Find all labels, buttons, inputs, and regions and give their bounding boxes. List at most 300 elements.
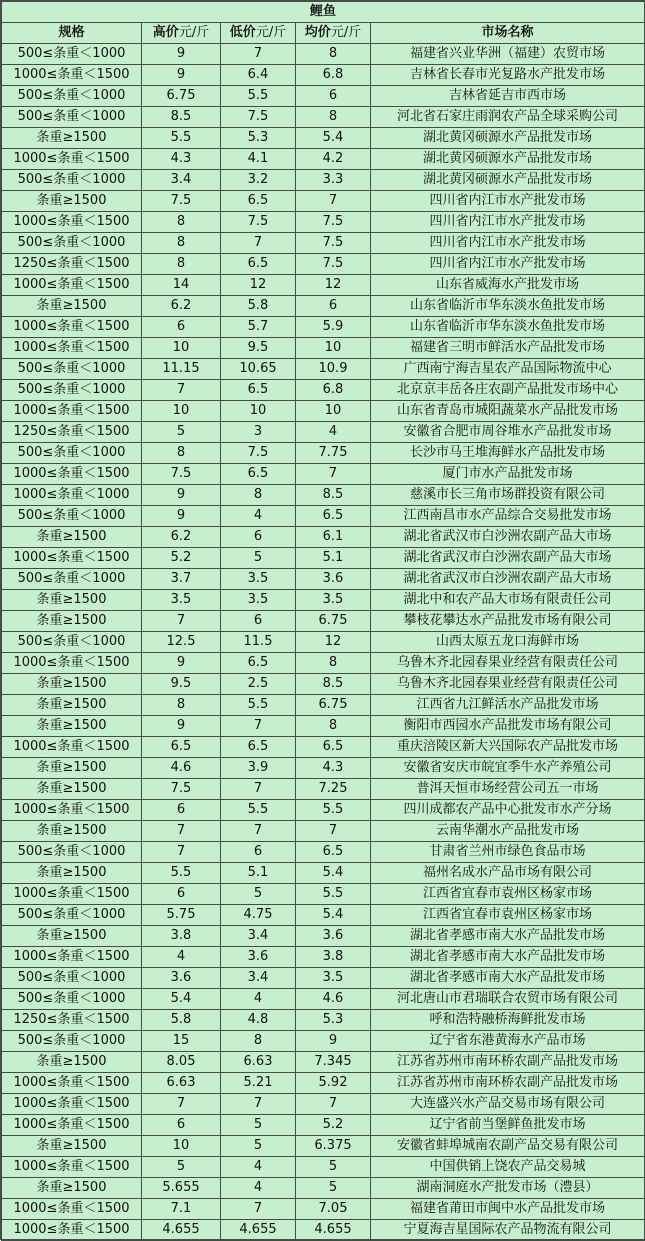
table-row bbox=[2, 443, 645, 464]
cell-market: 吉林省延吉市西市场 bbox=[371, 86, 645, 107]
cell-low-price: 5.5 bbox=[221, 800, 296, 821]
cell-avg-price: 3.5 bbox=[296, 968, 371, 989]
table-row bbox=[2, 1220, 645, 1241]
cell-market: 攀枝花攀达水产品批发市场有限公司 bbox=[371, 611, 645, 632]
cell-avg-price: 6 bbox=[296, 296, 371, 317]
cell-high-price: 5.655 bbox=[142, 1178, 221, 1199]
cell-avg-price: 5.3 bbox=[296, 1010, 371, 1031]
cell-low-price: 4.1 bbox=[221, 149, 296, 170]
cell-market: 大连盛兴水产品交易市场有限公司 bbox=[371, 1094, 645, 1115]
cell-market: 山西太原五龙口海鲜市场 bbox=[371, 632, 645, 653]
cell-avg-price: 4.655 bbox=[296, 1220, 371, 1241]
table-row bbox=[2, 170, 645, 191]
cell-spec: 条重≥1500 bbox=[2, 296, 142, 317]
cell-market: 四川省内江市水产批发市场 bbox=[371, 254, 645, 275]
table-row bbox=[2, 863, 645, 884]
cell-low-price: 4 bbox=[221, 506, 296, 527]
cell-high-price: 10 bbox=[142, 1136, 221, 1157]
cell-spec: 500≤条重＜1000 bbox=[2, 233, 142, 254]
cell-avg-price: 7.345 bbox=[296, 1052, 371, 1073]
cell-avg-price: 6.75 bbox=[296, 611, 371, 632]
cell-spec: 500≤条重＜1000 bbox=[2, 359, 142, 380]
header-high-label: 高价 bbox=[152, 25, 179, 40]
cell-spec: 1000≤条重＜1500 bbox=[2, 65, 142, 86]
table-row bbox=[2, 254, 645, 275]
cell-avg-price: 8.5 bbox=[296, 485, 371, 506]
cell-spec: 1000≤条重＜1500 bbox=[2, 1115, 142, 1136]
table-row bbox=[2, 590, 645, 611]
table-row bbox=[2, 1010, 645, 1031]
cell-market: 宁夏海吉星国际农产品物流有限公司 bbox=[371, 1220, 645, 1241]
table-row bbox=[2, 758, 645, 779]
cell-avg-price: 6.8 bbox=[296, 380, 371, 401]
cell-low-price: 10 bbox=[221, 401, 296, 422]
cell-market: 湖北省孝感市南大水产品批发市场 bbox=[371, 926, 645, 947]
cell-market: 厦门市水产品批发市场 bbox=[371, 464, 645, 485]
cell-spec: 1250≤条重＜1500 bbox=[2, 422, 142, 443]
header-spec: 规格 bbox=[2, 23, 142, 44]
table-title: 鲤鱼 bbox=[2, 2, 645, 23]
cell-high-price: 6.75 bbox=[142, 86, 221, 107]
table-row bbox=[2, 1094, 645, 1115]
cell-market: 山东省青岛市城阳蔬菜水产品批发市场 bbox=[371, 401, 645, 422]
cell-market: 四川省内江市水产批发市场 bbox=[371, 212, 645, 233]
cell-spec: 条重≥1500 bbox=[2, 779, 142, 800]
cell-spec: 500≤条重＜1000 bbox=[2, 1031, 142, 1052]
table-row bbox=[2, 611, 645, 632]
cell-low-price: 6 bbox=[221, 527, 296, 548]
cell-spec: 条重≥1500 bbox=[2, 821, 142, 842]
cell-spec: 条重≥1500 bbox=[2, 527, 142, 548]
table-row bbox=[2, 821, 645, 842]
cell-avg-price: 8 bbox=[296, 107, 371, 128]
cell-avg-price: 6 bbox=[296, 86, 371, 107]
cell-avg-price: 5.2 bbox=[296, 1115, 371, 1136]
cell-market: 山东省临沂市华东淡水鱼批发市场 bbox=[371, 296, 645, 317]
cell-low-price: 4 bbox=[221, 1178, 296, 1199]
cell-low-price: 8 bbox=[221, 485, 296, 506]
cell-market: 湖北黄冈硕源水产品批发市场 bbox=[371, 128, 645, 149]
cell-avg-price: 6.8 bbox=[296, 65, 371, 86]
cell-market: 呼和浩特融桥海鲜批发市场 bbox=[371, 1010, 645, 1031]
cell-low-price: 5.1 bbox=[221, 863, 296, 884]
table-row bbox=[2, 107, 645, 128]
table-row bbox=[2, 380, 645, 401]
cell-high-price: 5 bbox=[142, 1157, 221, 1178]
cell-high-price: 6 bbox=[142, 317, 221, 338]
table-row bbox=[2, 65, 645, 86]
cell-market: 湖北中和农产品大市场有限责任公司 bbox=[371, 590, 645, 611]
cell-avg-price: 5.4 bbox=[296, 128, 371, 149]
cell-high-price: 5.2 bbox=[142, 548, 221, 569]
table-row bbox=[2, 1136, 645, 1157]
table-row bbox=[2, 1157, 645, 1178]
cell-avg-price: 4.6 bbox=[296, 989, 371, 1010]
cell-spec: 500≤条重＜1000 bbox=[2, 569, 142, 590]
cell-low-price: 3.4 bbox=[221, 926, 296, 947]
cell-spec: 500≤条重＜1000 bbox=[2, 989, 142, 1010]
table-row bbox=[2, 233, 645, 254]
cell-spec: 条重≥1500 bbox=[2, 590, 142, 611]
cell-market: 四川省内江市水产批发市场 bbox=[371, 191, 645, 212]
header-high-unit: 元/斤 bbox=[178, 25, 210, 40]
cell-low-price: 3.5 bbox=[221, 569, 296, 590]
table-row bbox=[2, 1052, 645, 1073]
cell-avg-price: 6.75 bbox=[296, 695, 371, 716]
cell-high-price: 5 bbox=[142, 422, 221, 443]
cell-low-price: 7 bbox=[221, 779, 296, 800]
cell-avg-price: 3.6 bbox=[296, 569, 371, 590]
cell-market: 重庆涪陵区新大兴国际农产品批发市场 bbox=[371, 737, 645, 758]
cell-spec: 1000≤条重＜1500 bbox=[2, 884, 142, 905]
cell-market: 四川省内江市水产批发市场 bbox=[371, 233, 645, 254]
table-body bbox=[2, 44, 645, 1241]
cell-market: 湖北黄冈硕源水产品批发市场 bbox=[371, 170, 645, 191]
cell-avg-price: 10 bbox=[296, 401, 371, 422]
cell-spec: 条重≥1500 bbox=[2, 716, 142, 737]
cell-low-price: 5 bbox=[221, 1115, 296, 1136]
table-row bbox=[2, 884, 645, 905]
cell-low-price: 6 bbox=[221, 842, 296, 863]
cell-market: 福建省兴业华洲（福建）农贸市场 bbox=[371, 44, 645, 65]
table-row bbox=[2, 968, 645, 989]
cell-high-price: 3.8 bbox=[142, 926, 221, 947]
price-table bbox=[1, 1, 645, 1241]
header-low-label: 低价 bbox=[229, 25, 256, 40]
table-row bbox=[2, 800, 645, 821]
cell-market: 江西省宜春市袁州区杨家市场 bbox=[371, 884, 645, 905]
cell-spec: 条重≥1500 bbox=[2, 695, 142, 716]
table-row bbox=[2, 779, 645, 800]
cell-high-price: 3.5 bbox=[142, 590, 221, 611]
cell-high-price: 7.5 bbox=[142, 464, 221, 485]
cell-low-price: 7.5 bbox=[221, 212, 296, 233]
cell-high-price: 4.3 bbox=[142, 149, 221, 170]
cell-market: 湖北省武汉市白沙洲农副产品大市场 bbox=[371, 569, 645, 590]
cell-avg-price: 10.9 bbox=[296, 359, 371, 380]
cell-low-price: 6.5 bbox=[221, 653, 296, 674]
cell-high-price: 7.5 bbox=[142, 779, 221, 800]
cell-market: 河北唐山市君瑞联合农贸市场有限公司 bbox=[371, 989, 645, 1010]
cell-low-price: 2.5 bbox=[221, 674, 296, 695]
table-row bbox=[2, 296, 645, 317]
cell-high-price: 5.75 bbox=[142, 905, 221, 926]
cell-avg-price: 7.75 bbox=[296, 443, 371, 464]
cell-spec: 1000≤条重＜1500 bbox=[2, 1073, 142, 1094]
cell-spec: 1000≤条重＜1500 bbox=[2, 338, 142, 359]
cell-avg-price: 8.5 bbox=[296, 674, 371, 695]
cell-spec: 条重≥1500 bbox=[2, 758, 142, 779]
cell-high-price: 5.5 bbox=[142, 863, 221, 884]
cell-high-price: 3.7 bbox=[142, 569, 221, 590]
table-row bbox=[2, 422, 645, 443]
cell-spec: 1000≤条重＜1500 bbox=[2, 149, 142, 170]
cell-low-price: 3 bbox=[221, 422, 296, 443]
cell-low-price: 3.2 bbox=[221, 170, 296, 191]
cell-high-price: 9 bbox=[142, 485, 221, 506]
cell-avg-price: 7 bbox=[296, 1094, 371, 1115]
cell-avg-price: 3.8 bbox=[296, 947, 371, 968]
table-row bbox=[2, 989, 645, 1010]
cell-market: 江西南昌市水产品综合交易批发市场 bbox=[371, 506, 645, 527]
table-row bbox=[2, 716, 645, 737]
cell-low-price: 12 bbox=[221, 275, 296, 296]
cell-low-price: 7 bbox=[221, 821, 296, 842]
cell-low-price: 5 bbox=[221, 884, 296, 905]
cell-high-price: 8 bbox=[142, 233, 221, 254]
cell-avg-price: 7 bbox=[296, 821, 371, 842]
cell-market: 四川成都农产品中心批发市水产分场 bbox=[371, 800, 645, 821]
cell-spec: 条重≥1500 bbox=[2, 674, 142, 695]
cell-market: 山东省临沂市华东淡水鱼批发市场 bbox=[371, 317, 645, 338]
cell-low-price: 5.8 bbox=[221, 296, 296, 317]
cell-low-price: 6.5 bbox=[221, 380, 296, 401]
table-row bbox=[2, 674, 645, 695]
cell-spec: 1000≤条重＜1500 bbox=[2, 548, 142, 569]
cell-avg-price: 8 bbox=[296, 44, 371, 65]
cell-spec: 条重≥1500 bbox=[2, 926, 142, 947]
cell-high-price: 11.15 bbox=[142, 359, 221, 380]
cell-spec: 条重≥1500 bbox=[2, 863, 142, 884]
cell-market: 中国供销上饶农产品交易城 bbox=[371, 1157, 645, 1178]
cell-spec: 1000≤条重＜1500 bbox=[2, 947, 142, 968]
cell-avg-price: 3.5 bbox=[296, 590, 371, 611]
cell-spec: 500≤条重＜1000 bbox=[2, 632, 142, 653]
cell-high-price: 7 bbox=[142, 821, 221, 842]
table-row bbox=[2, 1073, 645, 1094]
cell-market: 安徽省蚌埠城南农副产品交易有限公司 bbox=[371, 1136, 645, 1157]
cell-spec: 500≤条重＜1000 bbox=[2, 968, 142, 989]
cell-avg-price: 5.4 bbox=[296, 905, 371, 926]
cell-avg-price: 5.9 bbox=[296, 317, 371, 338]
cell-avg-price: 5.92 bbox=[296, 1073, 371, 1094]
header-market: 市场名称 bbox=[371, 23, 645, 44]
cell-market: 安徽省合肥市周谷堆水产品批发市场 bbox=[371, 422, 645, 443]
cell-high-price: 9.5 bbox=[142, 674, 221, 695]
cell-high-price: 6.63 bbox=[142, 1073, 221, 1094]
cell-avg-price: 4.3 bbox=[296, 758, 371, 779]
cell-spec: 500≤条重＜1000 bbox=[2, 107, 142, 128]
cell-spec: 条重≥1500 bbox=[2, 1052, 142, 1073]
cell-market: 湖北省孝感市南大水产品批发市场 bbox=[371, 947, 645, 968]
cell-avg-price: 5 bbox=[296, 1157, 371, 1178]
cell-low-price: 3.4 bbox=[221, 968, 296, 989]
table-row bbox=[2, 485, 645, 506]
cell-market: 普洱天恒市场经营公司五一市场 bbox=[371, 779, 645, 800]
cell-high-price: 3.4 bbox=[142, 170, 221, 191]
cell-avg-price: 10 bbox=[296, 338, 371, 359]
cell-avg-price: 5.4 bbox=[296, 863, 371, 884]
cell-spec: 500≤条重＜1000 bbox=[2, 506, 142, 527]
cell-high-price: 14 bbox=[142, 275, 221, 296]
cell-low-price: 7 bbox=[221, 233, 296, 254]
cell-avg-price: 8 bbox=[296, 716, 371, 737]
cell-high-price: 10 bbox=[142, 401, 221, 422]
table-row bbox=[2, 737, 645, 758]
cell-avg-price: 12 bbox=[296, 275, 371, 296]
cell-spec: 1250≤条重＜1500 bbox=[2, 254, 142, 275]
cell-low-price: 3.6 bbox=[221, 947, 296, 968]
cell-market: 辽宁省东港黄海水产品市场 bbox=[371, 1031, 645, 1052]
cell-high-price: 8 bbox=[142, 254, 221, 275]
cell-avg-price: 7 bbox=[296, 464, 371, 485]
cell-spec: 1000≤条重＜1500 bbox=[2, 653, 142, 674]
cell-spec: 条重≥1500 bbox=[2, 1136, 142, 1157]
cell-high-price: 7 bbox=[142, 380, 221, 401]
cell-high-price: 8 bbox=[142, 695, 221, 716]
table-row bbox=[2, 653, 645, 674]
cell-avg-price: 7.05 bbox=[296, 1199, 371, 1220]
cell-high-price: 9 bbox=[142, 716, 221, 737]
cell-avg-price: 6.1 bbox=[296, 527, 371, 548]
cell-high-price: 6 bbox=[142, 800, 221, 821]
cell-high-price: 7 bbox=[142, 611, 221, 632]
cell-market: 江西省宜春市袁州区杨家市场 bbox=[371, 905, 645, 926]
table-row bbox=[2, 317, 645, 338]
cell-avg-price: 7.5 bbox=[296, 254, 371, 275]
cell-low-price: 5.5 bbox=[221, 695, 296, 716]
cell-spec: 1000≤条重＜1000 bbox=[2, 485, 142, 506]
cell-spec: 500≤条重＜1000 bbox=[2, 842, 142, 863]
cell-avg-price: 9 bbox=[296, 1031, 371, 1052]
cell-avg-price: 6.5 bbox=[296, 506, 371, 527]
cell-market: 山东省威海水产批发市场 bbox=[371, 275, 645, 296]
cell-market: 湖北省武汉市白沙洲农副产品大市场 bbox=[371, 548, 645, 569]
table-row bbox=[2, 212, 645, 233]
table-row bbox=[2, 905, 645, 926]
cell-high-price: 7.1 bbox=[142, 1199, 221, 1220]
cell-high-price: 6.5 bbox=[142, 737, 221, 758]
cell-low-price: 4.655 bbox=[221, 1220, 296, 1241]
cell-avg-price: 4 bbox=[296, 422, 371, 443]
cell-high-price: 4.6 bbox=[142, 758, 221, 779]
cell-low-price: 3.9 bbox=[221, 758, 296, 779]
cell-spec: 1000≤条重＜1500 bbox=[2, 1199, 142, 1220]
cell-market: 福建省莆田市闽中水产品批发市场 bbox=[371, 1199, 645, 1220]
cell-spec: 条重≥1500 bbox=[2, 611, 142, 632]
table-row bbox=[2, 569, 645, 590]
cell-market: 湖北黄冈硕源水产品批发市场 bbox=[371, 149, 645, 170]
cell-spec: 1000≤条重＜1500 bbox=[2, 737, 142, 758]
cell-market: 湖北省孝感市南大水产品批发市场 bbox=[371, 968, 645, 989]
table-row bbox=[2, 842, 645, 863]
cell-high-price: 6.2 bbox=[142, 527, 221, 548]
table-row bbox=[2, 632, 645, 653]
cell-avg-price: 7.5 bbox=[296, 212, 371, 233]
cell-market: 北京京丰岳各庄农副产品批发市场中心 bbox=[371, 380, 645, 401]
cell-market: 河北省石家庄雨润农产品全球采购公司 bbox=[371, 107, 645, 128]
cell-high-price: 8 bbox=[142, 443, 221, 464]
header-low-price bbox=[221, 23, 296, 44]
cell-high-price: 8.05 bbox=[142, 1052, 221, 1073]
cell-avg-price: 4.2 bbox=[296, 149, 371, 170]
cell-market: 吉林省长春市光复路水产批发市场 bbox=[371, 65, 645, 86]
cell-market: 辽宁省前当堡鲜鱼批发市场 bbox=[371, 1115, 645, 1136]
cell-spec: 1250≤条重＜1500 bbox=[2, 1010, 142, 1031]
cell-avg-price: 3.3 bbox=[296, 170, 371, 191]
cell-high-price: 5.8 bbox=[142, 1010, 221, 1031]
table-row bbox=[2, 527, 645, 548]
cell-high-price: 15 bbox=[142, 1031, 221, 1052]
cell-avg-price: 5 bbox=[296, 1178, 371, 1199]
cell-high-price: 6.2 bbox=[142, 296, 221, 317]
table-row bbox=[2, 149, 645, 170]
table-row bbox=[2, 506, 645, 527]
cell-low-price: 8 bbox=[221, 1031, 296, 1052]
cell-market: 慈溪市长三角市场群投资有限公司 bbox=[371, 485, 645, 506]
table-row bbox=[2, 128, 645, 149]
cell-market: 广西南宁海吉星农产品国际物流中心 bbox=[371, 359, 645, 380]
cell-avg-price: 3.6 bbox=[296, 926, 371, 947]
table-row bbox=[2, 338, 645, 359]
cell-high-price: 8 bbox=[142, 212, 221, 233]
cell-spec: 500≤条重＜1000 bbox=[2, 170, 142, 191]
table-row bbox=[2, 44, 645, 65]
cell-avg-price: 6.375 bbox=[296, 1136, 371, 1157]
cell-high-price: 7.5 bbox=[142, 191, 221, 212]
cell-high-price: 9 bbox=[142, 44, 221, 65]
cell-low-price: 11.5 bbox=[221, 632, 296, 653]
cell-low-price: 9.5 bbox=[221, 338, 296, 359]
cell-low-price: 5.21 bbox=[221, 1073, 296, 1094]
cell-spec: 条重≥1500 bbox=[2, 191, 142, 212]
table-row bbox=[2, 464, 645, 485]
table-row bbox=[2, 926, 645, 947]
cell-low-price: 6.5 bbox=[221, 254, 296, 275]
cell-spec: 1000≤条重＜1500 bbox=[2, 464, 142, 485]
cell-low-price: 5.5 bbox=[221, 86, 296, 107]
table-row bbox=[2, 1199, 645, 1220]
cell-spec: 条重≥1500 bbox=[2, 1178, 142, 1199]
cell-low-price: 10.65 bbox=[221, 359, 296, 380]
cell-low-price: 6.5 bbox=[221, 464, 296, 485]
cell-high-price: 7 bbox=[142, 842, 221, 863]
cell-spec: 1000≤条重＜1500 bbox=[2, 275, 142, 296]
table-row bbox=[2, 191, 645, 212]
cell-spec: 500≤条重＜1000 bbox=[2, 905, 142, 926]
cell-market: 湖南洞庭水产批发市场（澧县） bbox=[371, 1178, 645, 1199]
cell-avg-price: 6.5 bbox=[296, 842, 371, 863]
cell-avg-price: 5.5 bbox=[296, 884, 371, 905]
cell-market: 甘肃省兰州市绿色食品市场 bbox=[371, 842, 645, 863]
cell-low-price: 5 bbox=[221, 548, 296, 569]
cell-spec: 500≤条重＜1000 bbox=[2, 443, 142, 464]
cell-low-price: 4.8 bbox=[221, 1010, 296, 1031]
table-row bbox=[2, 359, 645, 380]
table-row bbox=[2, 1115, 645, 1136]
cell-low-price: 7 bbox=[221, 44, 296, 65]
cell-spec: 1000≤条重＜1500 bbox=[2, 401, 142, 422]
cell-low-price: 6.63 bbox=[221, 1052, 296, 1073]
cell-spec: 500≤条重＜1000 bbox=[2, 380, 142, 401]
cell-avg-price: 5.1 bbox=[296, 548, 371, 569]
table-row bbox=[2, 1031, 645, 1052]
cell-market: 福州名成水产品市场有限公司 bbox=[371, 863, 645, 884]
table-row bbox=[2, 1178, 645, 1199]
cell-high-price: 9 bbox=[142, 506, 221, 527]
cell-avg-price: 8 bbox=[296, 653, 371, 674]
cell-spec: 500≤条重＜1000 bbox=[2, 44, 142, 65]
cell-market: 乌鲁木齐北园春果业经营有限责任公司 bbox=[371, 653, 645, 674]
cell-low-price: 6.5 bbox=[221, 191, 296, 212]
cell-spec: 1000≤条重＜1500 bbox=[2, 212, 142, 233]
cell-high-price: 9 bbox=[142, 653, 221, 674]
cell-spec: 条重≥1500 bbox=[2, 128, 142, 149]
table-row bbox=[2, 695, 645, 716]
cell-low-price: 5.3 bbox=[221, 128, 296, 149]
cell-high-price: 6 bbox=[142, 1115, 221, 1136]
table-row bbox=[2, 548, 645, 569]
